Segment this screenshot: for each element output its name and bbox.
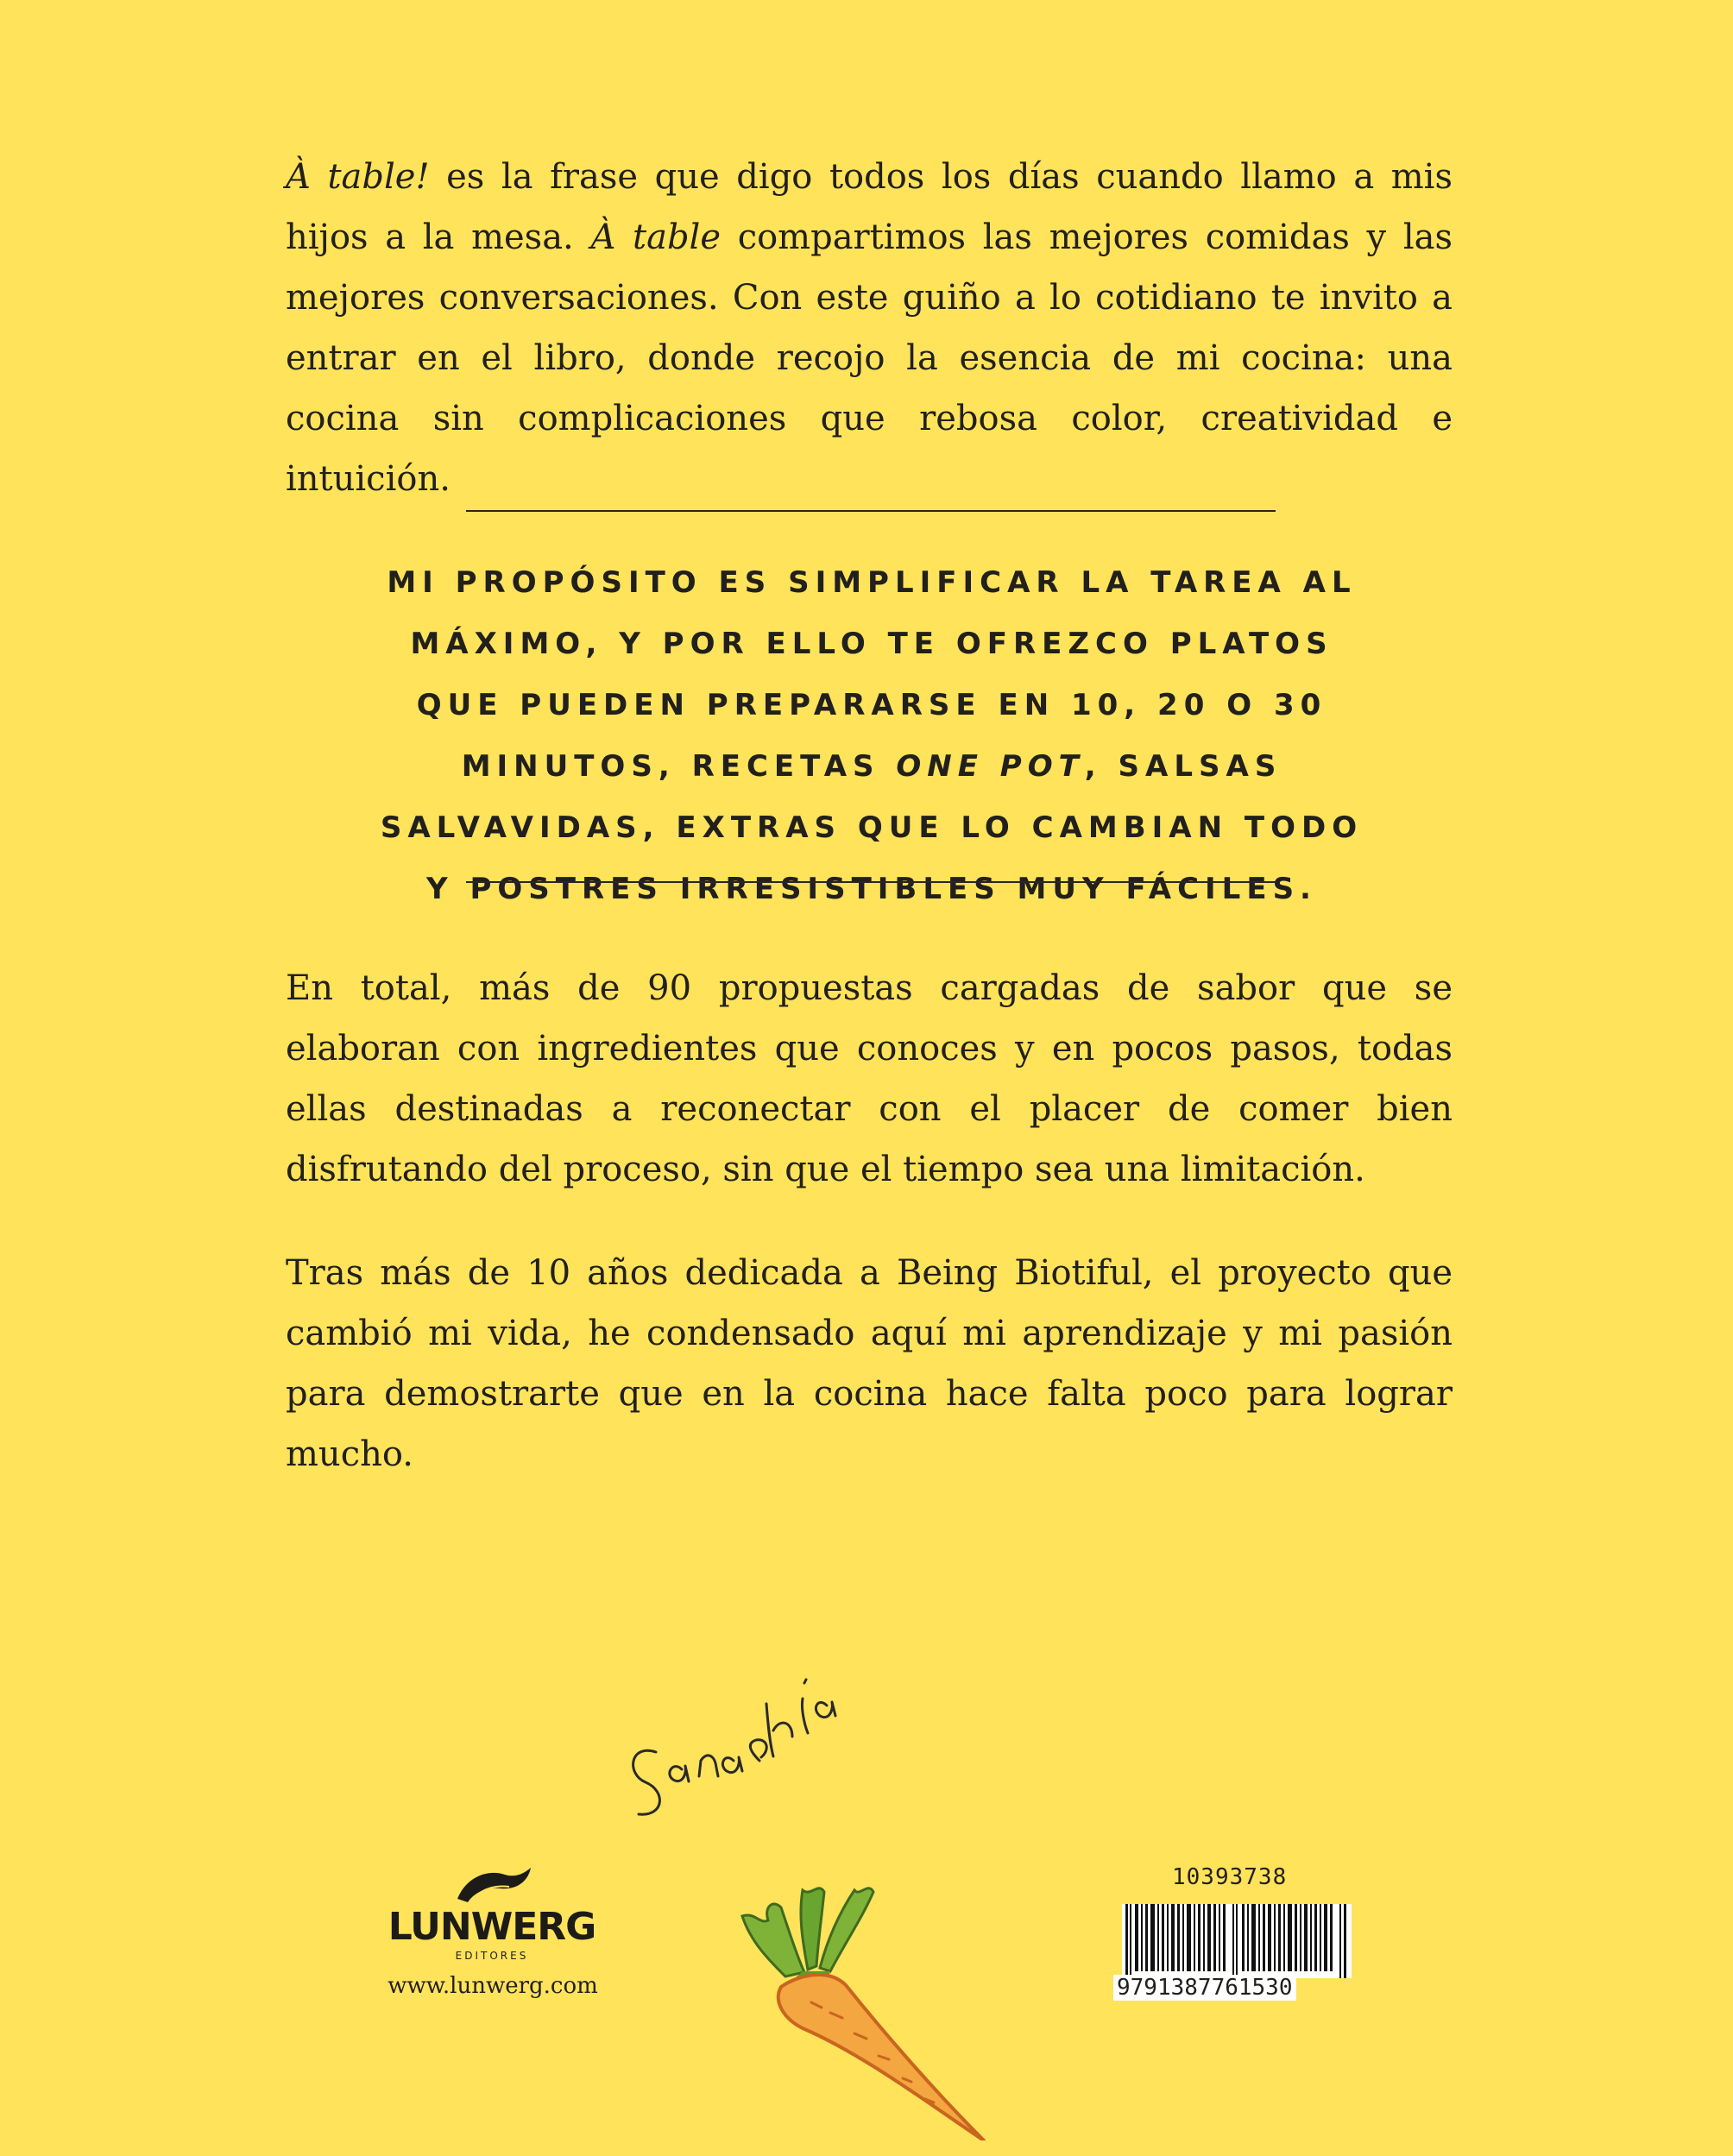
publisher-logo [380,1864,604,1963]
intro-italic-2: À table [590,217,722,257]
carrot-root [778,1975,984,2140]
publisher-name: LUNWERG [388,1905,596,1949]
bottom-divider [466,881,1276,883]
lunwerg-logo-icon [449,1864,535,1906]
body-paragraph-2: En total, más de 90 propuestas cargadas de sabor que se elaboran con ingredientes que conoces y en pocos pasos, todas ellas destinadas a reconectar con el placer de comer bien disfrutando del proceso, sin que el tiempo sea una limitación. [286,968,1453,1189]
top-divider [466,510,1276,512]
intro-italic-1: À table! [286,157,430,197]
intro-paragraph [286,147,1453,509]
carrot-drawing-icon [604,1623,1087,2140]
barcode-top-number: 10393738 [1172,1864,1288,1890]
quote-text-2: , SALSAS SALVAVIDAS, EXTRAS QUE LO CAMBIAN TODO Y POSTRES IRRESISTIBLES MUY FÁCILES. [380,749,1364,906]
publisher-sub: EDITORES [455,1950,529,1962]
publisher-url: www.lunwerg.com [388,1973,598,1999]
quote-italic: ONE POT [896,749,1085,784]
handwriting-stroke [633,1680,835,1814]
carrot-leaves [742,1888,873,1985]
barcode [1113,1864,1355,2002]
barcode-bars-icon [1122,1904,1352,1978]
body-paragraph-3: Tras más de 10 años dedicada a Being Biotiful, el proyecto que cambió mi vida, he condensado aquí mi aprendizaje y mi pasión para demostrarte que en la cocina hace falta poco para lograr mucho. [286,1253,1453,1474]
intro-text-2: compartimos las mejores comidas y las mejores conversaciones. Con este guiño a lo cotidiano te invito a entrar en el libro, donde recojo la esencia de mi cocina: una cocina sin complicaciones que rebosa color, creatividad e intuición. [286,217,1453,499]
intro-text-1: es la frase que digo todos los días cuando llamo a mis hijos a la mesa. [286,157,1453,257]
isbn-number: 9791387761530 [1113,1975,1296,2001]
handwritten-label [633,1680,835,1814]
quote-text-1: MI PROPÓSITO ES SIMPLIFICAR LA TAREA AL MÁXIMO, Y POR ELLO TE OFREZCO PLATOS QUE PUEDEN PREPARARSE EN 10, 20 O 30 MINUTOS, RECETAS [387,565,1357,784]
highlight-quote [371,552,1372,920]
